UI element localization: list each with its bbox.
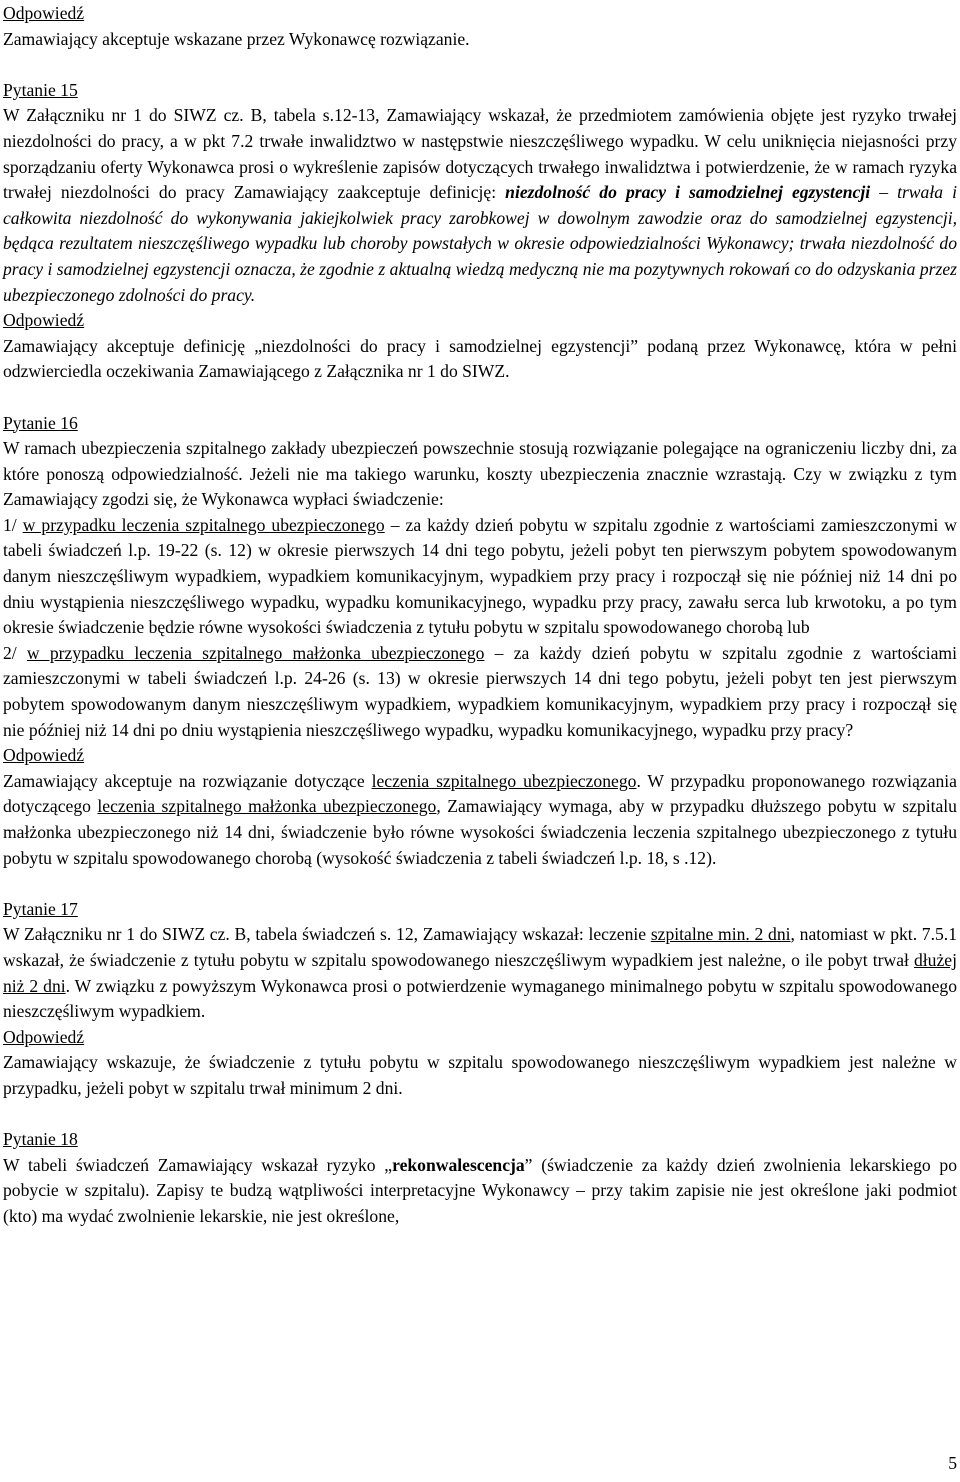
question-part: W Załączniku nr 1 do SIWZ cz. B, tabela świadczeń s. 12, Zamawiający wskazał: leczenie — [3, 924, 651, 945]
item-heading: w przypadku leczenia szpitalnego ubezpieczonego — [22, 514, 385, 535]
answer-underlined: leczenia szpitalnego małżonka ubezpieczonego — [97, 796, 437, 817]
question-part: W tabeli świadczeń Zamawiający wskazał ryzyko „ — [3, 1154, 393, 1175]
answer-part: Zamawiający akceptuje na rozwiązanie dotyczące — [3, 770, 372, 791]
question-part: . W związku z powyższym Wykonawca prosi o potwierdzenie wymaganego minimalnego pobytu w szpitalu spowodowanego nieszczęśliwym wypadkiem. — [3, 975, 957, 1022]
answer-label: Odpowiedź — [3, 745, 85, 766]
answer-label: Odpowiedź — [3, 3, 85, 23]
answer-underlined: leczenia szpitalnego ubezpieczonego — [371, 770, 637, 791]
spacer — [3, 871, 957, 897]
question-18-text — [3, 1153, 957, 1230]
definition-text: – trwała i całkowita niezdolność do wykonywania jakiejkolwiek pracy zarobkowej w dowolnym zawodzie oraz do samodzielnej egzystencji, będąca rezultatem nieszczęśliwego wypadku lub choroby powstałych w okresie odpowiedzialności Wykonawcy; trwała niezdolność do pracy i samodzielnej egzystencji oznacza, że zgodnie z aktualną wiedzą medyczną nie ma pozytywnych rokowań co do odzyskania przez ubezpieczonego zdolności do pracy. — [3, 182, 957, 305]
page-number: 5 — [948, 1453, 957, 1473]
question-17-text — [3, 922, 957, 1024]
item-text: – za każdy dzień pobytu w szpitalu zgodnie z wartościami zamieszczonymi w tabeli świadczeń l.p. 24-26 (s. 13) w okresie pierwszych 14 dni tego pobytu, jeżeli pobyt ten jest pierwszym pobytem spowodowanym danym nieszczęśliwym wypadkiem, wypadkiem komunikacyjnym, wypadkiem przy pracy i rozpoczął się nie później niż 14 dni po dniu wystąpienia nieszczęśliwego wypadku, wypadku komunikacyjnego, wypadku przy pracy? — [3, 642, 957, 740]
spacer — [3, 385, 957, 411]
spacer — [3, 1102, 957, 1128]
question-16-item-2 — [3, 641, 957, 743]
question-15-text — [3, 103, 957, 308]
answer-text: Zamawiający akceptuje wskazane przez Wykonawcę rozwiązanie. — [3, 28, 470, 49]
item-number: 1/ — [3, 514, 23, 535]
answer-label: Odpowiedź — [3, 310, 85, 331]
question-16-title: Pytanie 16 — [3, 412, 78, 433]
question-16-answer — [3, 769, 957, 871]
question-15-answer: Zamawiający akceptuje definicję „niezdolności do pracy i samodzielnej egzystencji” podaną przez Wykonawcę, która w pełni odzwierciedla oczekiwania Zamawiającego z Załącznika nr 1 do SIWZ. — [3, 335, 957, 382]
question-underlined: szpitalne min. 2 dni — [650, 924, 791, 945]
spacer — [3, 52, 957, 78]
definition-term: niezdolność do pracy i samodzielnej egzystencji — [505, 182, 871, 203]
question-18-title: Pytanie 18 — [3, 1129, 78, 1150]
item-heading: w przypadku leczenia szpitalnego małżonka ubezpieczonego — [26, 642, 485, 663]
item-number: 2/ — [3, 642, 27, 663]
question-17-answer: Zamawiający wskazuje, że świadczenie z tytułu pobytu w szpitalu spowodowanego nieszczęśliwym wypadkiem jest należne w przypadku, jeżeli pobyt w szpitalu trwał minimum 2 dni. — [3, 1052, 957, 1098]
question-part: , natomiast w pkt. 7.5.1 wskazał, że świadczenie z tytułu pobytu w szpitalu spowodowanego nieszczęśliwym wypadkiem jest należne, o ile pobyt trwał — [3, 924, 957, 970]
question-bold: rekonwalescencja — [392, 1154, 525, 1175]
question-15-body: W Załączniku nr 1 do SIWZ cz. B, tabela s.12-13, Zamawiający wskazał, że przedmiotem zamówienia objęte jest ryzyko trwałej niezdolności do pracy, a w pkt 7.2 trwałe inwalidztwo w następstwie nieszczęśliwego wypadku. W celu uniknięcia niejasności przy sporządzaniu oferty Wykonawca prosi o wykreślenie zapisów dotyczących trwałego inwalidztwa i potwierdzenie, że w ramach ryzyka trwałej niezdolności do pracy Zamawiający zaakceptuje definicję: — [3, 105, 957, 203]
answer-part: . W przypadku proponowanego rozwiązania dotyczącego — [3, 770, 957, 817]
answer-part: , Zamawiający wymaga, aby w przypadku dłuższego pobytu w szpitalu małżonka ubezpieczonego niż 14 dni, świadczenie było równe wysokości świadczenia leczenia szpitalnego ubezpieczonego z tytułu pobytu w szpitalu spowodowanego chorobą (wysokość świadczenia z tabeli świadczeń l.p. 18, s .12). — [3, 796, 957, 868]
answer-label: Odpowiedź — [3, 1026, 85, 1047]
question-17-title: Pytanie 17 — [3, 898, 78, 919]
question-part: ” (świadczenie za każdy dzień zwolnienia lekarskiego po pobycie w szpitalu). Zapisy te budzą wątpliwości interpretacyjne Wykonawcy – przy takim zapisie nie jest określone jaki podmiot (kto) ma wydać zwolnienie lekarskie, nie jest określone, — [3, 1154, 957, 1226]
question-15-title: Pytanie 15 — [3, 79, 78, 100]
question-16-text: W ramach ubezpieczenia szpitalnego zakłady ubezpieczeń powszechnie stosują rozwiązanie polegające na ograniczeniu liczby dni, za które ponoszą odpowiedzialność. Jeżeli nie ma takiego warunku, koszty ubezpieczenia znacznie wzrastają. Czy w związku z tym Zamawiający zgodzi się, że Wykonawca wypłaci świadczenie: — [3, 438, 957, 510]
question-16-item-1 — [3, 513, 957, 641]
item-text: – za każdy dzień pobytu w szpitalu zgodnie z wartościami zamieszczonymi w tabeli świadczeń l.p. 19-22 (s. 12) w okresie pierwszych 14 dni tego pobytu, jeżeli pobyt ten pierwszym pobytem spowodowanym danym nieszczęśliwym wypadkiem, wypadkiem komunikacyjnym, wypadkiem przy pracy i rozpoczął się nie później niż 14 dni po dniu wystąpienia nieszczęśliwego wypadku, wypadku komunikacyjnego, wypadku przy pracy, zawału serca lub krwotoku, a po tym okresie świadczenie będzie równe wysokości świadczenia z tytułu pobytu w szpitalu spowodowanego chorobą lub — [3, 514, 957, 638]
question-underlined: dłużej niż 2 dni — [3, 949, 957, 996]
